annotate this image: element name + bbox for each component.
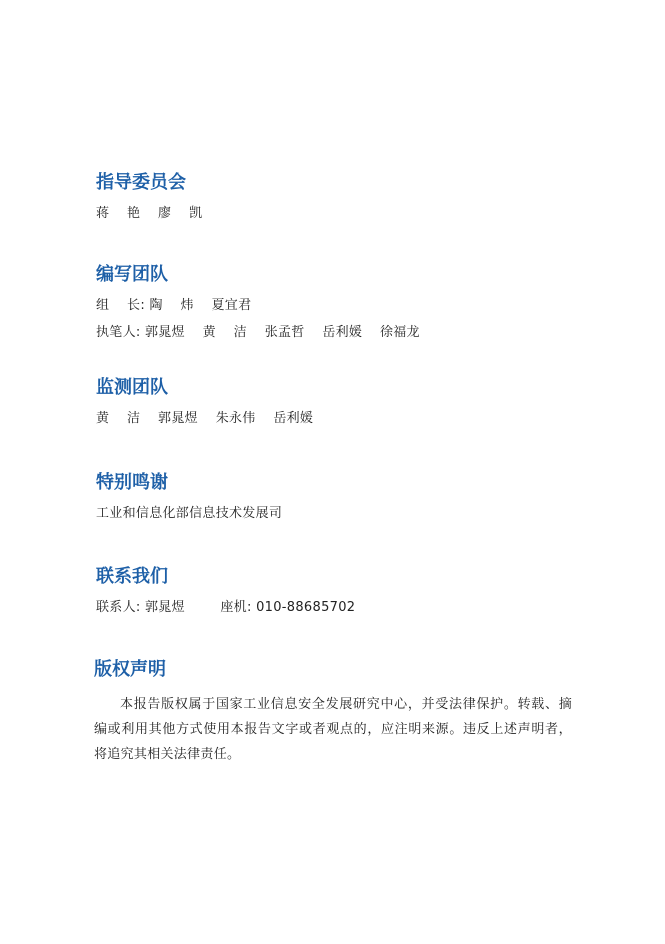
copyright-section (94, 658, 594, 767)
contact-details: 联系人: 郭晁煜 座机: 010-88685702 (96, 600, 356, 615)
writing-team-heading: 编写团队 (96, 264, 168, 285)
writing-team-section (96, 263, 596, 351)
monitoring-team-members: 黄 洁 郭晁煜 朱永伟 岳利媛 (96, 411, 314, 426)
special-thanks-section (96, 471, 596, 532)
contact-section (96, 565, 596, 626)
special-thanks-heading: 特别鸣谢 (96, 472, 168, 493)
special-thanks-text: 工业和信息化部信息技术发展司 (96, 506, 283, 521)
copyright-paragraph: 本报告版权属于国家工业信息安全发展研究中心，并受法律保护。转载、摘编或利用其他方式使用本报告文字或者观点的，应注明来源。违反上述声明者，将追究其相关法律责任。 (94, 697, 572, 762)
monitoring-team-heading: 监测团队 (96, 377, 168, 398)
copyright-heading: 版权声明 (94, 659, 166, 680)
monitoring-team-section (96, 376, 596, 437)
guidance-committee-heading: 指导委员会 (96, 172, 186, 193)
writing-team-leaders: 组 长: 陶 炜 夏宜君 (96, 298, 252, 313)
writing-team-authors: 执笔人: 郭晁煜 黄 洁 张孟哲 岳利媛 徐福龙 (96, 325, 420, 340)
guidance-committee-members: 蒋 艳 廖 凯 (96, 206, 203, 221)
contact-heading: 联系我们 (96, 566, 168, 587)
guidance-committee-section (96, 171, 596, 232)
